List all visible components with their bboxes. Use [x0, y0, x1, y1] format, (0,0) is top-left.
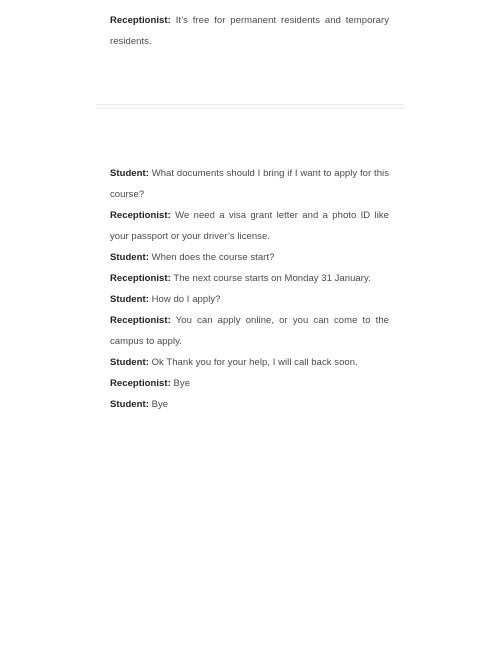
dialogue-line [110, 352, 389, 373]
speaker-label: Student: [110, 294, 149, 305]
dialogue-line [110, 394, 389, 415]
speaker-label: Student: [110, 168, 149, 179]
speaker-label: Receptionist: [110, 15, 171, 26]
speaker-label: Student: [110, 399, 149, 410]
dialogue-line [110, 247, 389, 268]
dialogue-text: We need a visa grant letter and a photo ID like your passport or your driver’s license. [110, 210, 389, 242]
page-1-dialogue [110, 10, 389, 52]
speaker-label: Receptionist: [110, 273, 171, 284]
dialogue-line [110, 10, 389, 52]
dialogue-text: Ok Thank you for your help, I will call back soon. [148, 357, 358, 368]
page-2-dialogue [110, 163, 389, 415]
dialogue-text: What documents should I bring if I want to apply for this course? [110, 168, 389, 200]
speaker-label: Student: [110, 357, 149, 368]
speaker-label: Student: [110, 252, 149, 263]
page-break-divider [96, 104, 404, 109]
dialogue-line [110, 373, 389, 394]
speaker-label: Receptionist: [110, 315, 171, 326]
speaker-label: Receptionist: [110, 210, 171, 221]
dialogue-line [110, 205, 389, 247]
dialogue-text: The next course starts on Monday 31 January. [170, 273, 371, 284]
dialogue-line [110, 163, 389, 205]
dialogue-text: Bye [170, 378, 191, 389]
speaker-label: Receptionist: [110, 378, 171, 389]
dialogue-text: You can apply online, or you can come to the campus to apply. [110, 315, 389, 347]
dialogue-line [110, 289, 389, 310]
dialogue-text: How do I apply? [148, 294, 221, 305]
dialogue-text: Bye [148, 399, 169, 410]
dialogue-text: When does the course start? [148, 252, 275, 263]
dialogue-line [110, 310, 389, 352]
dialogue-line [110, 268, 389, 289]
dialogue-text: It’s free for permanent residents and temporary residents. [110, 15, 389, 47]
